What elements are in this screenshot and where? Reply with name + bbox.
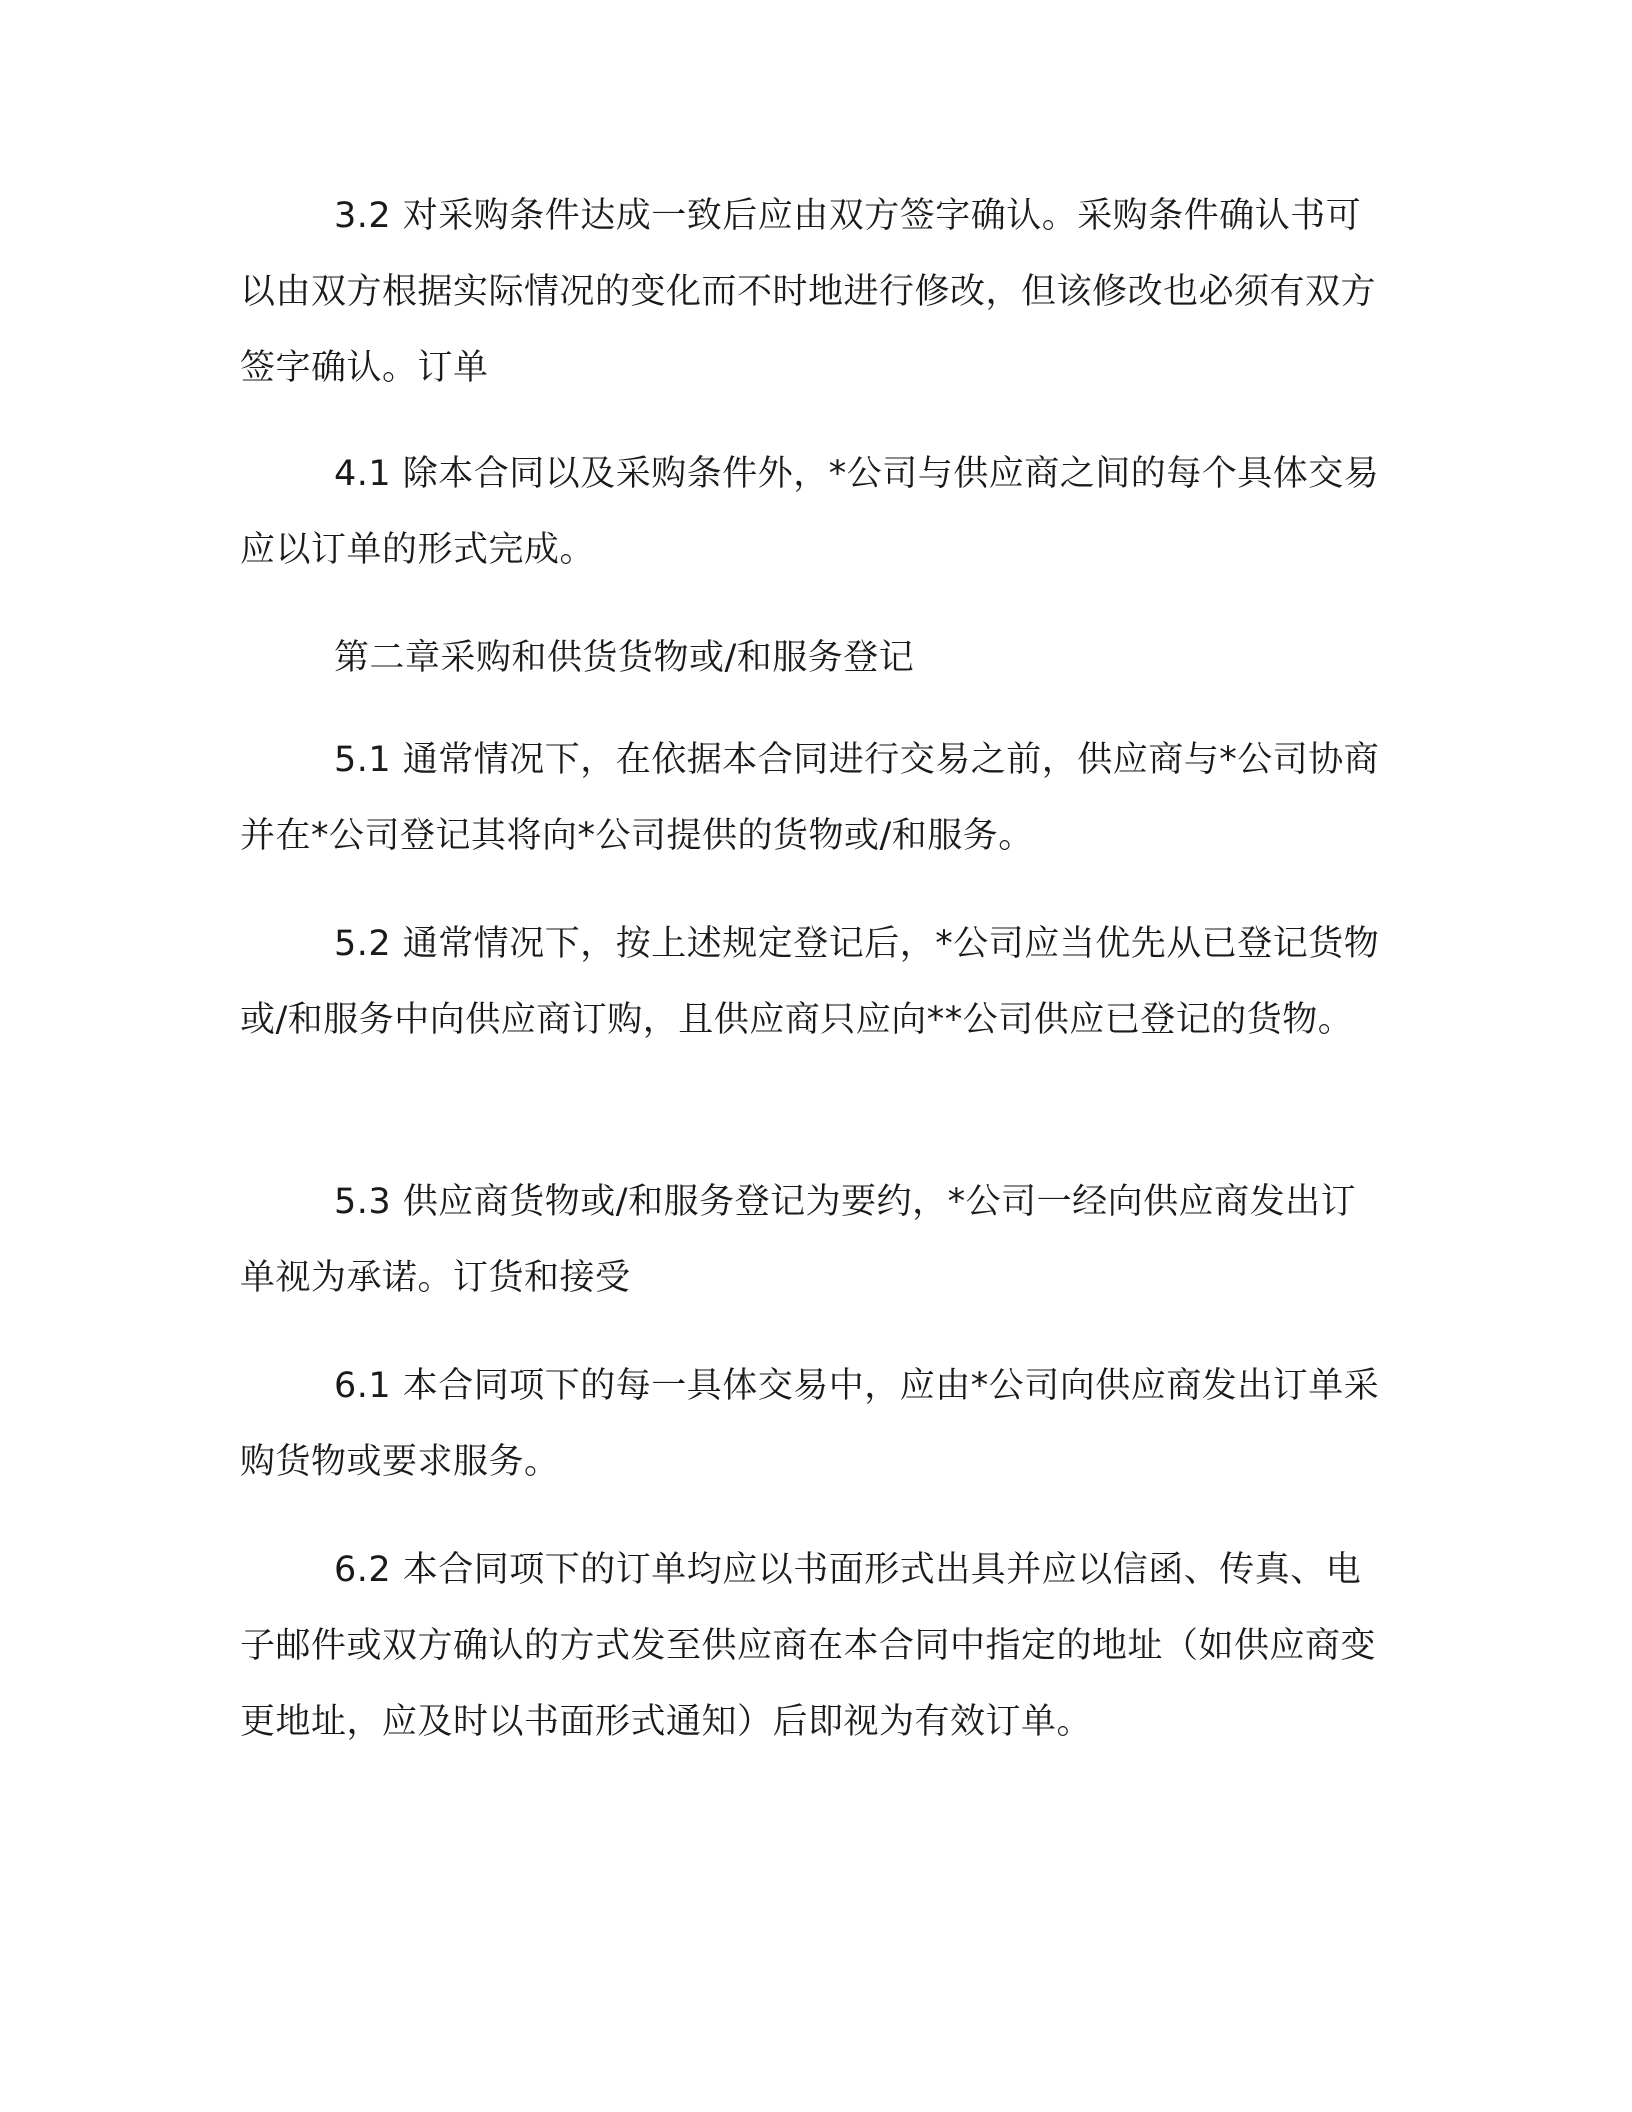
clause-4-1: 4.1 除本合同以及采购条件外，*公司与供应商之间的每个具体交易应以订单的形式完成。	[240, 454, 1380, 570]
clause-6-1: 6.1 本合同项下的每一具体交易中，应由*公司向供应商发出订单采购货物或要求服务。	[240, 1366, 1380, 1482]
clause-5-1: 5.1 通常情况下，在依据本合同进行交易之前，供应商与*公司协商并在*公司登记其将向*公司提供的货物或/和服务。	[240, 740, 1380, 856]
clause-5-2: 5.2 通常情况下，按上述规定登记后，*公司应当优先从已登记货物或/和服务中向供应商订购，且供应商只应向**公司供应已登记的货物。	[240, 924, 1380, 1040]
clause-3-2: 3.2 对采购条件达成一致后应由双方签字确认。采购条件确认书可以由双方根据实际情况的变化而不时地进行修改，但该修改也必须有双方签字确认。订单	[240, 196, 1377, 388]
clause-6-2: 6.2 本合同项下的订单均应以书面形式出具并应以信函、传真、电子邮件或双方确认的方式发至供应商在本合同中指定的地址（如供应商变更地址，应及时以书面形式通知）后即视为有效订单。	[240, 1550, 1377, 1742]
chapter-2-heading: 第二章采购和供货货物或/和服务登记	[334, 638, 915, 678]
clause-5-3: 5.3 供应商货物或/和服务登记为要约，*公司一经向供应商发出订单视为承诺。订货和接受	[240, 1182, 1357, 1298]
